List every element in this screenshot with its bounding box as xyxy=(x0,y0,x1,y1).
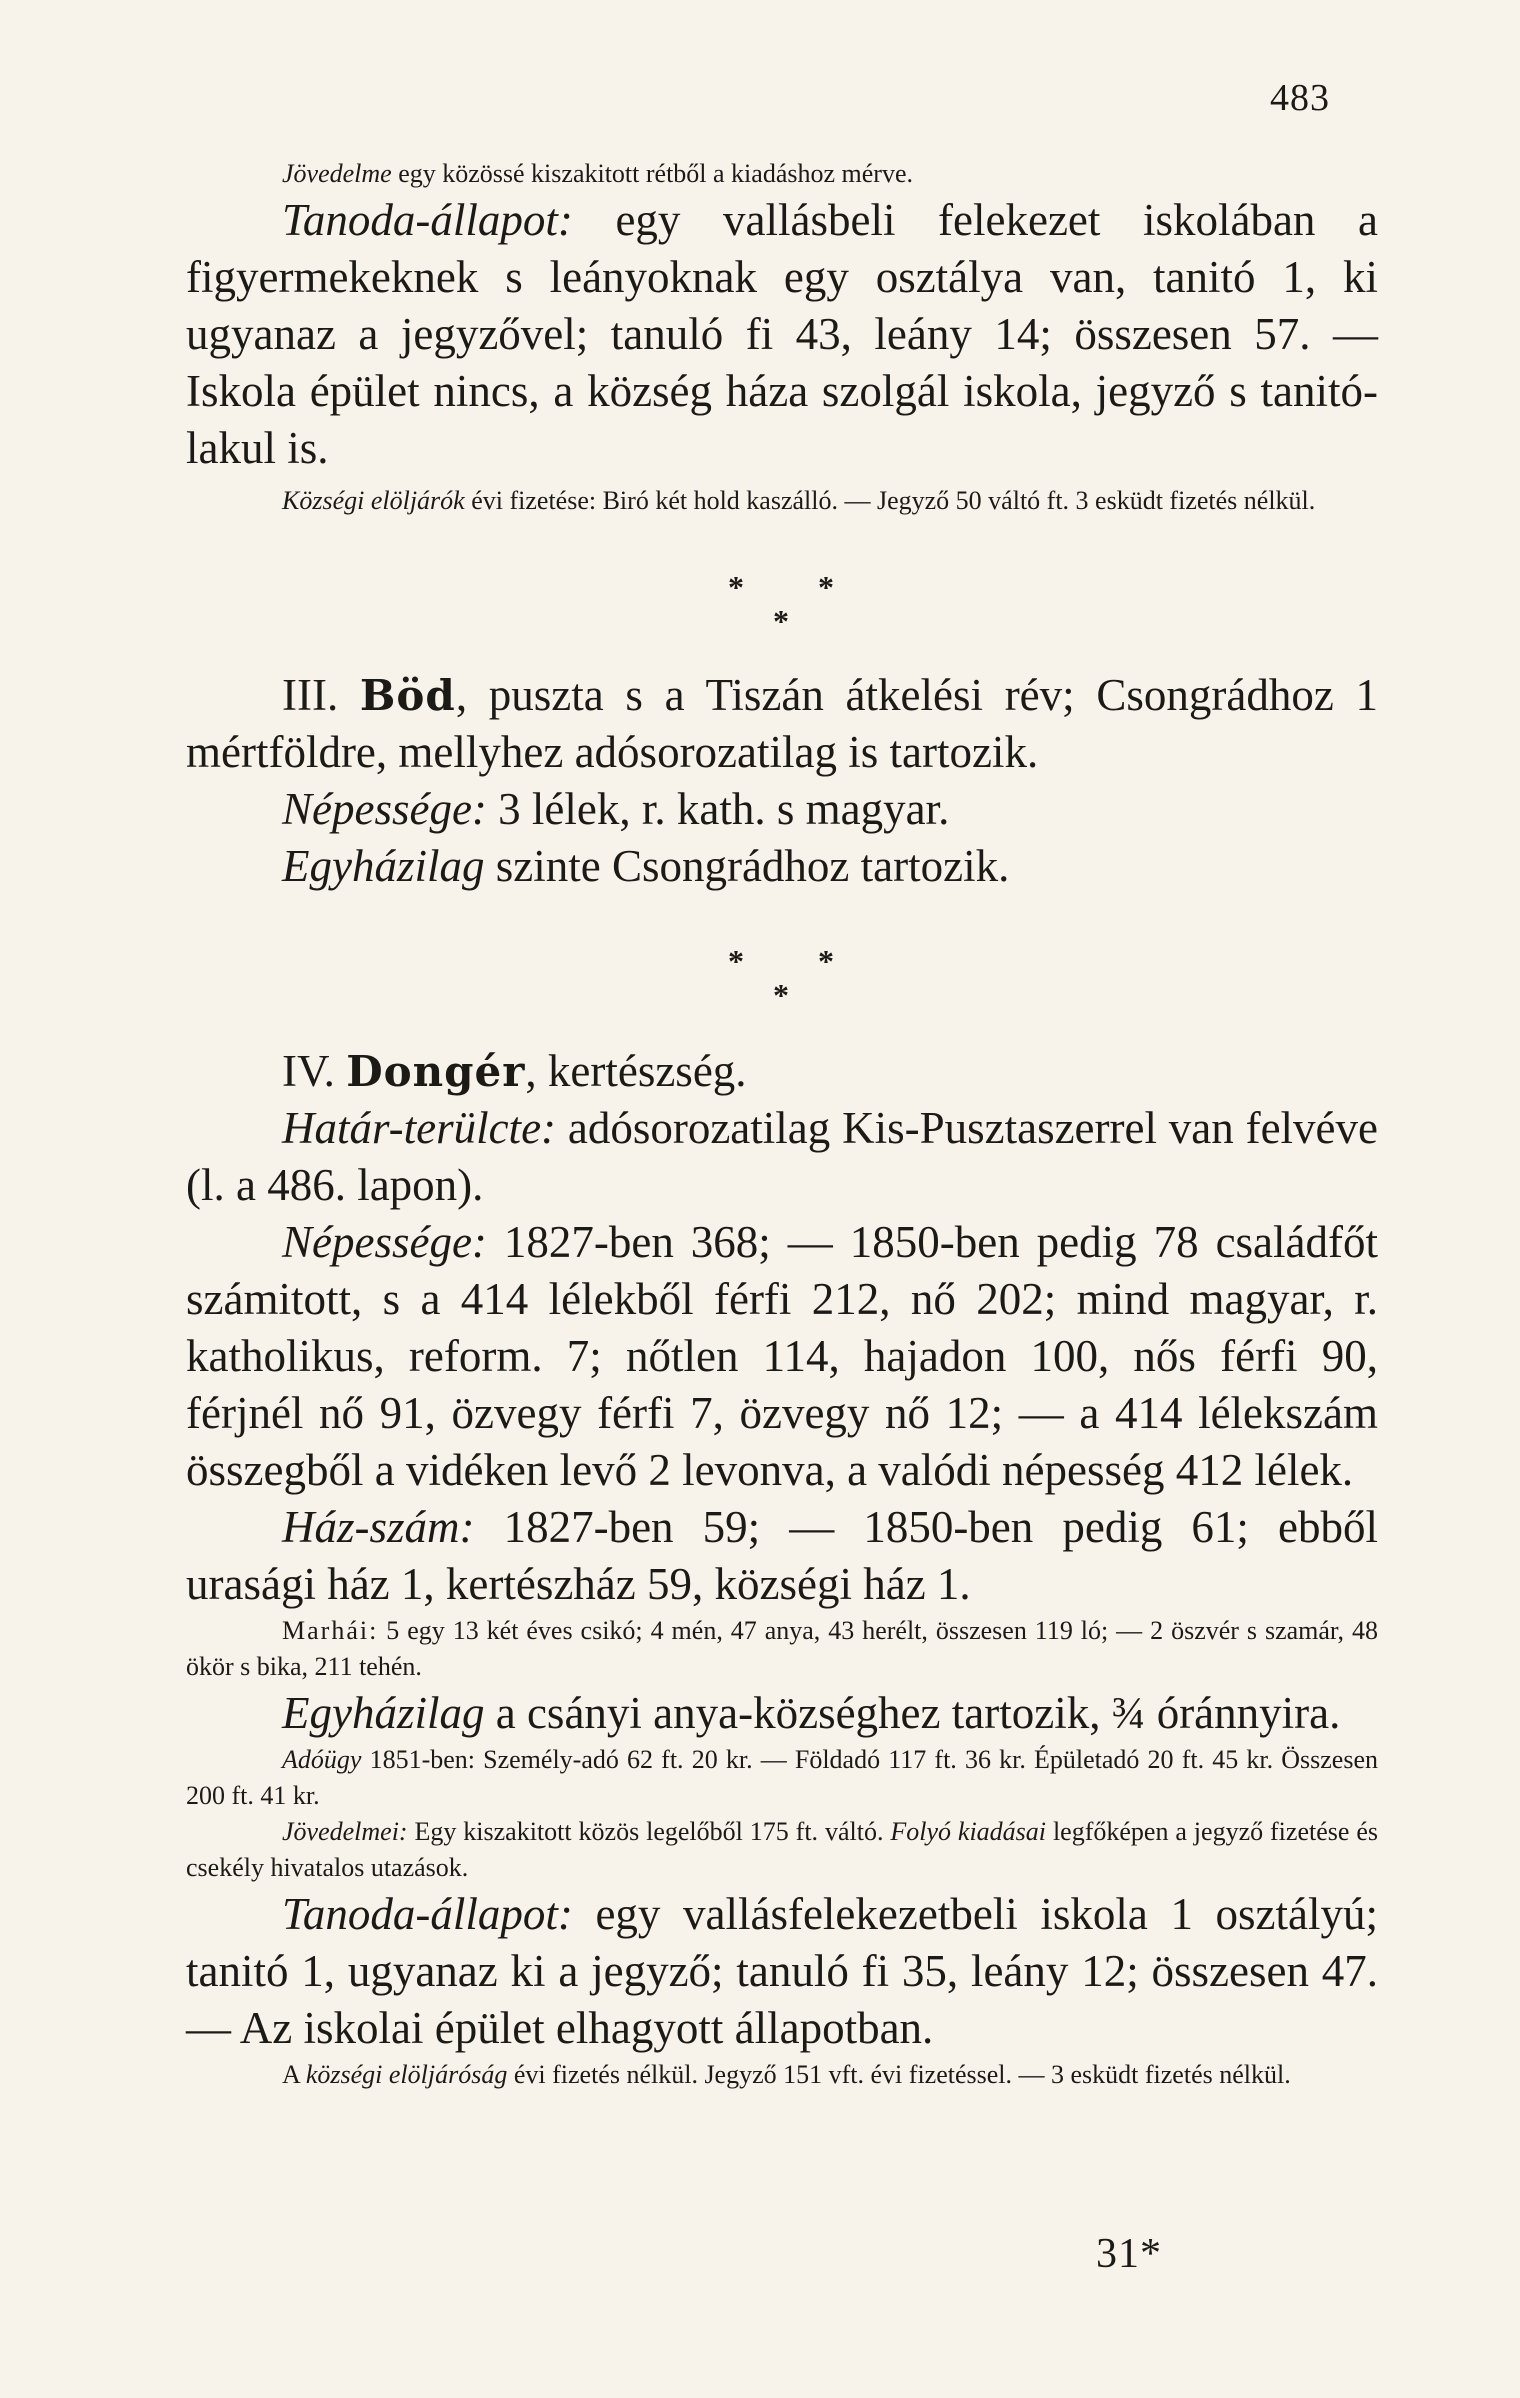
section-4-officials xyxy=(186,2057,1378,2093)
church-text: szinte Csongrádhoz tartozik. xyxy=(484,841,1010,891)
officials-label: községi elöljáróság xyxy=(305,2060,508,2089)
houses-text: 1827-ben 59; — 1850-ben pedig 61; ebből urasági ház 1, kertészház 59, községi ház 1. xyxy=(186,1502,1378,1609)
officials-note xyxy=(186,483,1378,519)
section-4-taxes xyxy=(186,1742,1378,1814)
section-4-name: Dongér xyxy=(346,1047,526,1096)
officials-text: évi fizetés nélkül. Jegyző 151 vft. évi fizetéssel. — 3 esküdt fizetés nélkül. xyxy=(507,2060,1291,2089)
school-status-label: Tanoda-állapot: xyxy=(282,195,573,245)
separator-star: * xyxy=(818,943,834,979)
page-body xyxy=(186,156,1378,2093)
section-4-text: , kertészség. xyxy=(525,1046,747,1096)
section-4-church xyxy=(186,1685,1378,1742)
livestock-text: 5 egy 13 két éves csikó; 4 mén, 47 anya, 43 herélt, összesen 119 ló; — 2 öszvér s szamár, 48 ökör s bika, 211 tehén. xyxy=(186,1616,1378,1681)
taxes-text: 1851-ben: Személy-adó 62 ft. 20 kr. — Földadó 117 ft. 36 kr. Épületadó 20 ft. 45 kr. Összesen 200 ft. 41 kr. xyxy=(186,1745,1378,1810)
church-label: Egyházilag xyxy=(282,1688,485,1738)
separator-star: * xyxy=(728,943,744,979)
school-status-text: egy vallásfelekezetbeli iskola 1 osztályú; tanitó 1, ugyanaz ki a jegyző; tanuló fi 35, leány 12; összesen 47. — Az iskolai épület elhagyott állapotban. xyxy=(186,1889,1378,2053)
section-4-income xyxy=(186,1814,1378,1886)
separator-star: * xyxy=(728,569,744,605)
section-3-heading xyxy=(186,667,1378,781)
section-separator xyxy=(186,539,1378,651)
officials-prefix: A xyxy=(282,2060,306,2089)
section-3-numeral: III. xyxy=(282,670,339,720)
officials-label: Községi elöljárók xyxy=(282,486,465,515)
section-4-boundary xyxy=(186,1100,1378,1214)
income-note xyxy=(186,156,1378,192)
income-label: Jövedelmei: xyxy=(282,1817,408,1846)
population-label: Népessége: xyxy=(282,784,487,834)
section-3-text: , puszta s a Tiszán átkelési rév; Csongrádhoz 1 mértföldre, mellyhez adósorozatilag is tartozik. xyxy=(186,670,1379,777)
population-text: 1827-ben 368; — 1850-ben pedig 78 családfőt számitott, s a 414 lélekből férfi 212, nő 202; mind magyar, r. katholikus, reform. 7; nőtlen 114, hajadon 100, nős férfi 90, férjnél nő 91, özvegy férfi 7, özvegy nő 12; — a 414 lélekszám összegből a vidéken levő 2 levonva, a valódi népesség 412 lélek. xyxy=(186,1217,1378,1495)
officials-text: évi fizetése: Biró két hold kaszálló. — Jegyző 50 váltó ft. 3 esküdt fizetés nélkül. xyxy=(464,486,1316,515)
taxes-label: Adóügy xyxy=(282,1745,362,1774)
section-3-church xyxy=(186,838,1378,895)
section-4-houses xyxy=(186,1499,1378,1613)
section-4-livestock xyxy=(186,1613,1378,1685)
income-text: egy közössé kiszakitott rétből a kiadáshoz mérve. xyxy=(391,159,913,188)
expenses-text: legfőképen a jegyző fizetése és csekély hivatalos utazások. xyxy=(186,1817,1378,1882)
school-status-text: egy vallásbeli felekezet iskolában a figyermekeknek s leányoknak egy osztálya van, tanitó 1, ki ugyanaz a jegyzővel; tanuló fi 43, leány 14; összesen 57. — Iskola épület nincs, a község háza szolgál iskola, jegyző s tanitó-lakul is. xyxy=(186,195,1378,473)
section-4-heading xyxy=(186,1043,1378,1100)
school-status-label: Tanoda-állapot: xyxy=(282,1889,573,1939)
separator-star: * xyxy=(818,569,834,605)
houses-label: Ház-szám: xyxy=(282,1502,475,1552)
population-text: 3 lélek, r. kath. s magyar. xyxy=(486,784,950,834)
section-4-population xyxy=(186,1214,1378,1499)
page-number: 483 xyxy=(1270,77,1330,119)
income-label: Jövedelme xyxy=(282,159,392,188)
school-status-paragraph xyxy=(186,192,1378,477)
boundary-text: adósorozatilag Kis-Pusztaszerrel van felvéve (l. a 486. lapon). xyxy=(186,1103,1378,1210)
section-3-population xyxy=(186,781,1378,838)
livestock-label: Marhái: xyxy=(282,1616,379,1645)
section-separator xyxy=(186,915,1378,1027)
section-4-school-status xyxy=(186,1886,1378,2057)
separator-star: * xyxy=(773,977,789,1013)
church-text: a csányi anya-községhez tartozik, ¾ óránnyira. xyxy=(484,1688,1341,1738)
boundary-label: Határ-terülcte: xyxy=(282,1103,557,1153)
church-label: Egyházilag xyxy=(282,841,485,891)
expenses-label: Folyó kiadásai xyxy=(883,1817,1047,1846)
income-text: Egy kiszakitott közös legelőből 175 ft. váltó. xyxy=(407,1817,884,1846)
population-label: Népessége: xyxy=(282,1217,487,1267)
section-4-numeral: IV. xyxy=(282,1046,335,1096)
separator-star: * xyxy=(773,603,789,639)
signature-mark: 31* xyxy=(1096,2231,1162,2277)
section-3-name: Böd xyxy=(359,671,456,720)
